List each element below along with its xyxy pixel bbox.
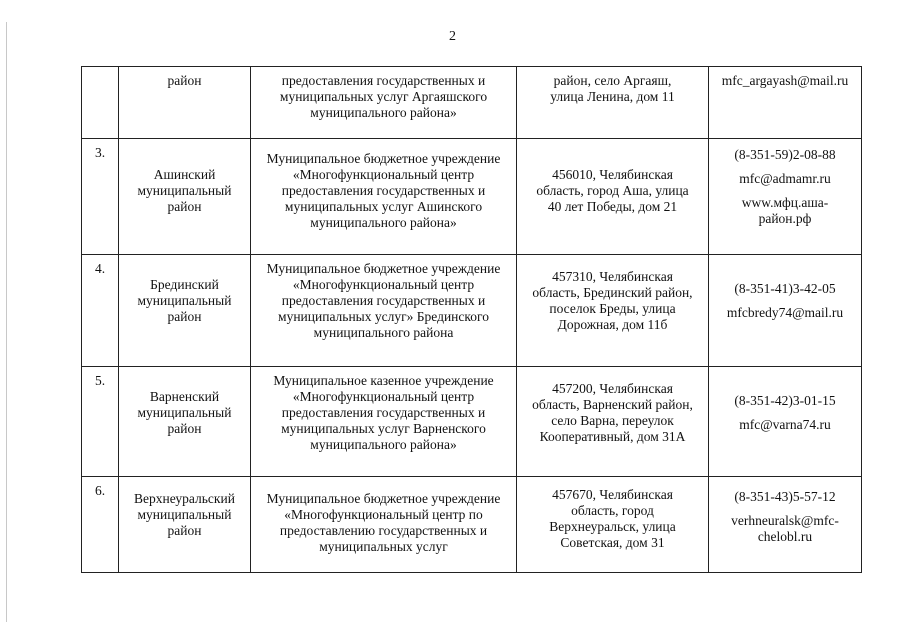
district-line: Варненский [149,389,220,404]
district-cell [119,255,251,367]
institution-cell [251,139,517,255]
contacts-cell [709,67,862,139]
table-row [82,255,862,367]
address-cell [517,139,709,255]
district-cell [119,477,251,573]
institution-line: муниципального района» [310,215,457,230]
institution-cell [251,367,517,477]
institution-line: муниципальных услуг Аргаяшского [279,89,488,104]
institution-line: предоставления государственных и [281,405,486,420]
address-line: 457670, Челябинская [552,487,673,502]
phone-number: (8-351-42)3-01-15 [734,393,836,408]
address-line: 456010, Челябинская [552,167,673,182]
address-line: Дорожная, дом 11б [557,317,668,332]
district-line: муниципальный [137,405,232,420]
table-row [82,367,862,477]
institution-line: «Многофункциональный центр [292,389,475,404]
phone-number: (8-351-41)3-42-05 [734,281,836,296]
address-line: Кооперативный, дом 31А [539,429,686,444]
table-row [82,477,862,573]
district-line: Брединский [150,277,219,292]
address-line: 40 лет Победы, дом 21 [547,199,678,214]
institution-line: муниципальных услуг [319,539,448,554]
email-link: verhneuralsk@mfc- chelobl.ru [731,513,839,544]
email-link: mfc@varna74.ru [739,417,831,432]
institution-line: предоставления государственных и [281,73,486,88]
contacts-cell [709,139,862,255]
institution-line: «Многофункциональный центр [292,277,475,292]
institution-line: «Многофункциональный центр [292,167,475,182]
district-line: Ашинский [153,167,216,182]
institution-cell [251,477,517,573]
district-line: муниципальный [137,183,232,198]
row-number: 5. [82,367,119,477]
page-edge-rule [6,22,7,622]
address-cell [517,67,709,139]
phone-number: (8-351-43)5-57-12 [734,489,836,504]
institution-line: Муниципальное бюджетное учреждение [266,261,501,276]
institution-cell [251,67,517,139]
institution-line: муниципального района» [310,105,457,120]
institution-line: «Многофункциональный центр по [284,507,483,522]
mfc-table [81,66,862,573]
address-line: область, город [571,503,654,518]
row-number: 4. [82,255,119,367]
district-line: район [167,421,202,436]
address-line: Верхнеуральск, улица [549,519,676,534]
contacts-cell [709,255,862,367]
address-line: район, село Аргаяш, [553,73,672,88]
district-line: район [167,523,202,538]
address-cell [517,367,709,477]
email-link: mfc@admamr.ru [739,171,831,186]
contacts-cell [709,367,862,477]
district-line: муниципальный [137,507,232,522]
row-number [82,67,119,139]
table-row [82,67,862,139]
address-line: 457200, Челябинская [552,381,673,396]
district-line: район [167,309,202,324]
district-line: Верхнеуральский [134,491,235,506]
page-number: 2 [449,29,456,44]
address-line: область, Брединский район, [532,285,693,300]
district-line: район [167,73,202,88]
institution-line: муниципальных услуг Ашинского [284,199,483,214]
institution-line: муниципального района [313,325,454,340]
address-line: Советская, дом 31 [560,535,665,550]
district-line: муниципальный [137,293,232,308]
contacts-cell [709,477,862,573]
website-link: www.мфц.аша- район.рф [741,195,829,226]
row-number: 6. [82,477,119,573]
address-line: поселок Бреды, улица [549,301,676,316]
institution-line: предоставления государственных и [281,183,486,198]
address-cell [517,477,709,573]
institution-line: муниципальных услуг Варненского [281,421,486,436]
district-cell [119,139,251,255]
district-cell [119,367,251,477]
address-line: улица Ленина, дом 11 [550,89,675,104]
institution-line: предоставлению государственных и [279,523,488,538]
address-line: область, город Аша, улица [536,183,689,198]
address-line: 457310, Челябинская [552,269,673,284]
phone-number: (8-351-59)2-08-88 [734,147,836,162]
district-cell [119,67,251,139]
address-line: село Варна, переулок [551,413,674,428]
institution-line: Муниципальное бюджетное учреждение [266,151,501,166]
table-row [82,139,862,255]
institution-line: предоставления государственных и [281,293,486,308]
institution-line: муниципального района» [310,437,457,452]
address-line: область, Варненский район, [532,397,693,412]
email-link: mfcbredy74@mail.ru [726,305,844,320]
institution-line: муниципальных услуг» Брединского [278,309,489,324]
institution-line: Муниципальное бюджетное учреждение [266,491,501,506]
district-line: район [167,199,202,214]
email-link: mfc_argayash@mail.ru [721,73,849,88]
row-number: 3. [82,139,119,255]
address-cell [517,255,709,367]
institution-cell [251,255,517,367]
institution-line: Муниципальное казенное учреждение [273,373,494,388]
